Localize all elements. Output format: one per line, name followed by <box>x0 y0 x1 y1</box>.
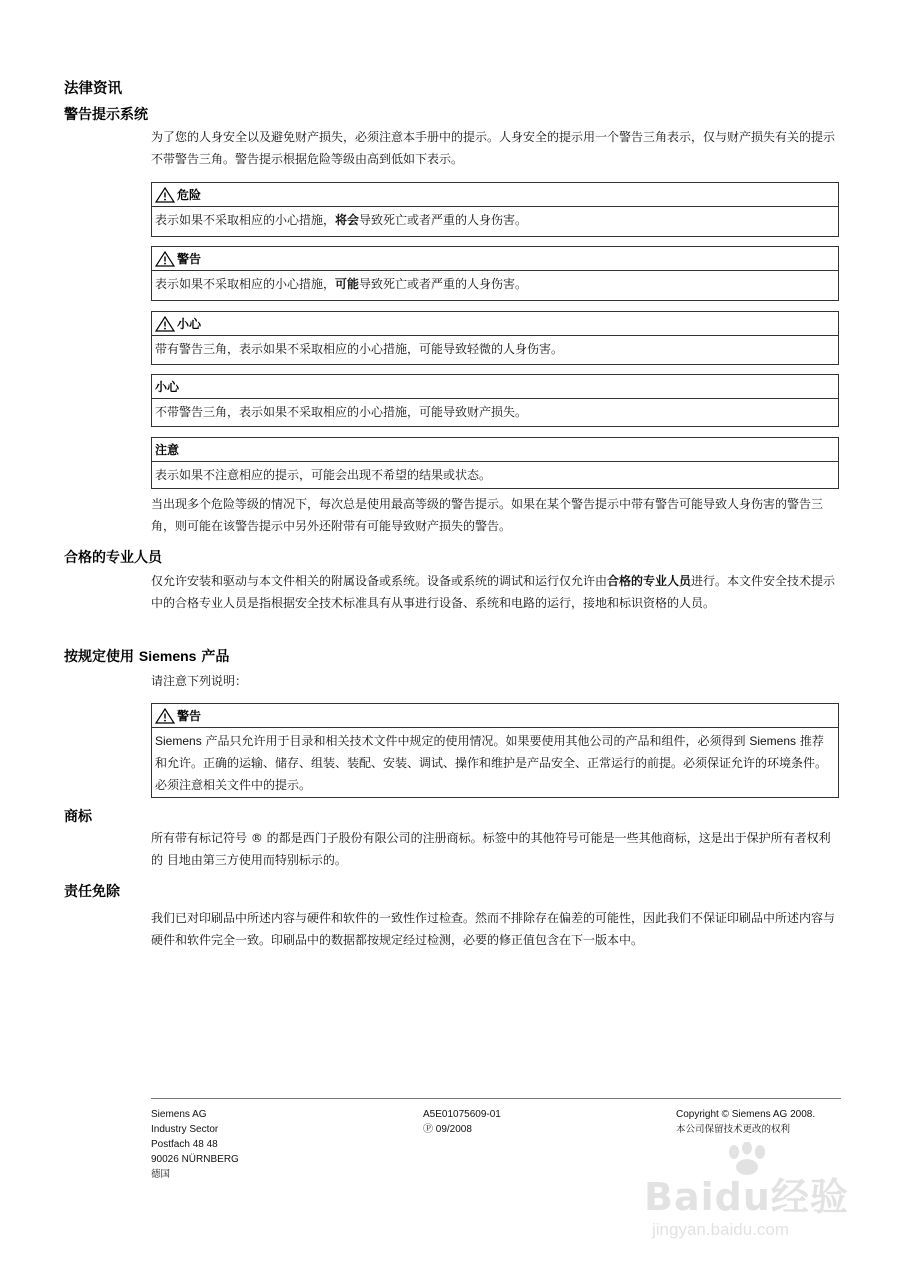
warning-system-heading: 警告提示系统 <box>64 107 148 123</box>
baidu-watermark <box>640 1142 860 1262</box>
notice-attention-header <box>152 438 838 462</box>
notice-proper-use-label: 警告 <box>177 708 202 723</box>
notice-danger-text: 表示如果不采取相应的小心措施，将会导致死亡或者严重的人身伤害。 <box>155 213 528 227</box>
notice-warning-label: 警告 <box>177 251 202 266</box>
trademarks-heading: 商标 <box>64 809 92 825</box>
notice-caution-header <box>152 375 838 399</box>
trademarks-text: 所有带有标记符号 ® 的都是西门子股份有限公司的注册商标。标签中的其他符号可能是一些其他商标，这是出于保护所有者权利的 目地由第三方使用而特别标示的。 <box>151 831 831 867</box>
notice-danger-label: 危险 <box>177 187 202 202</box>
notice-caution-triangle-text: 带有警告三角，表示如果不采取相应的小心措施，可能导致轻微的人身伤害。 <box>155 342 564 356</box>
disclaimer-text: 我们已对印刷品中所述内容与硬件和软件的一致性作过检查。然而不排除存在偏差的可能性，因此我们不保证印刷品中所述内容与硬件和软件完全一致。印刷品中的数据都按规定经过检测，必要的修正值包含在下一版本中。 <box>151 911 836 947</box>
proper-use-heading: 按规定使用 Siemens 产品 <box>64 648 230 665</box>
notice-attention-text: 表示如果不注意相应的提示，可能会出现不希望的结果或状态。 <box>155 468 492 482</box>
proper-use-intro: 请注意下列说明： <box>151 674 248 688</box>
notice-warning <box>151 246 839 301</box>
disclaimer-heading: 责任免除 <box>64 884 120 900</box>
notice-caution-label: 小心 <box>155 379 180 394</box>
qualified-personnel-text: 仅允许安装和驱动与本文件相关的附属设备或系统。设备或系统的调试和运行仅允许由合格的专业人员进行。本文件安全技术提示中的合格专业人员是指根据安全技术标准具有从事进行设备、系统和电路的运行，接地和标识资格的人员。 <box>151 574 836 610</box>
footer-divider <box>151 1098 841 1099</box>
notice-attention <box>151 437 839 489</box>
warning-triangle-icon <box>155 708 175 724</box>
footer-copyright-text: Copyright © Siemens AG 2008. <box>676 1109 816 1120</box>
watermark-brand: Baidu经验 <box>644 1175 849 1219</box>
warning-system-intro: 为了您的人身安全以及避免财产损失，必须注意本手册中的提示。人身安全的提示用一个警告三角表示，仅与财产损失有关的提示不带警告三角。警告提示根据危险等级由高到低如下表示。 <box>151 130 836 166</box>
footer-address-line: Siemens AG <box>151 1109 207 1120</box>
footer-document-info <box>423 1107 501 1137</box>
warning-triangle-icon <box>155 316 175 332</box>
notice-warning-header <box>152 247 838 271</box>
page-title: 法律资讯 <box>64 81 122 97</box>
qualified-personnel-heading: 合格的专业人员 <box>64 550 162 566</box>
notice-warning-text: 表示如果不采取相应的小心措施，可能导致死亡或者严重的人身伤害。 <box>155 277 528 291</box>
notice-danger-header <box>152 183 838 207</box>
notice-attention-label: 注意 <box>155 442 180 457</box>
notice-caution-triangle <box>151 311 839 365</box>
footer-address-line: Industry Sector <box>151 1124 219 1135</box>
notice-caution-text: 不带警告三角，表示如果不采取相应的小心措施，可能导致财产损失。 <box>155 405 528 419</box>
footer-address-line: 90026 NÜRNBERG <box>151 1154 239 1165</box>
notice-proper-use-header <box>152 704 838 728</box>
footer-copyright <box>676 1107 815 1137</box>
notice-proper-use-warning <box>151 703 839 798</box>
warning-triangle-icon <box>155 187 175 203</box>
notice-danger <box>151 182 839 237</box>
notice-caution-triangle-label: 小心 <box>177 316 202 331</box>
footer-country: 德国 <box>151 1169 171 1180</box>
footer-doc-date: Ⓟ 09/2008 <box>423 1124 472 1135</box>
warning-system-closing: 当出现多个危险等级的情况下，每次总是使用最高等级的警告提示。如果在某个警告提示中带有警告可能导致人身伤害的警告三角，则可能在该警告提示中另外还附带有可能导致财产损失的警告。 <box>151 497 824 533</box>
footer-address <box>151 1107 239 1182</box>
notice-caution <box>151 374 839 427</box>
warning-triangle-icon <box>155 251 175 267</box>
notice-proper-use-text: Siemens 产品只允许用于目录和相关技术文件中规定的使用情况。如果要使用其他公司的产品和组件，必须得到 Siemens 推荐和允许。正确的运输、储存、组装、装配、安装、调试、操作和维护是产品安全、正常运行的前提。必须保证允许的环境条件。必须注意相关文件中的提示。 <box>155 734 828 792</box>
watermark-url: jingyan.baidu.com <box>652 1220 790 1239</box>
footer-address-line: Postfach 48 48 <box>151 1139 218 1150</box>
footer-doc-number: A5E01075609-01 <box>423 1109 501 1120</box>
footer-rights: 本公司保留技术更改的权利 <box>676 1124 791 1135</box>
notice-caution-triangle-header <box>152 312 838 336</box>
